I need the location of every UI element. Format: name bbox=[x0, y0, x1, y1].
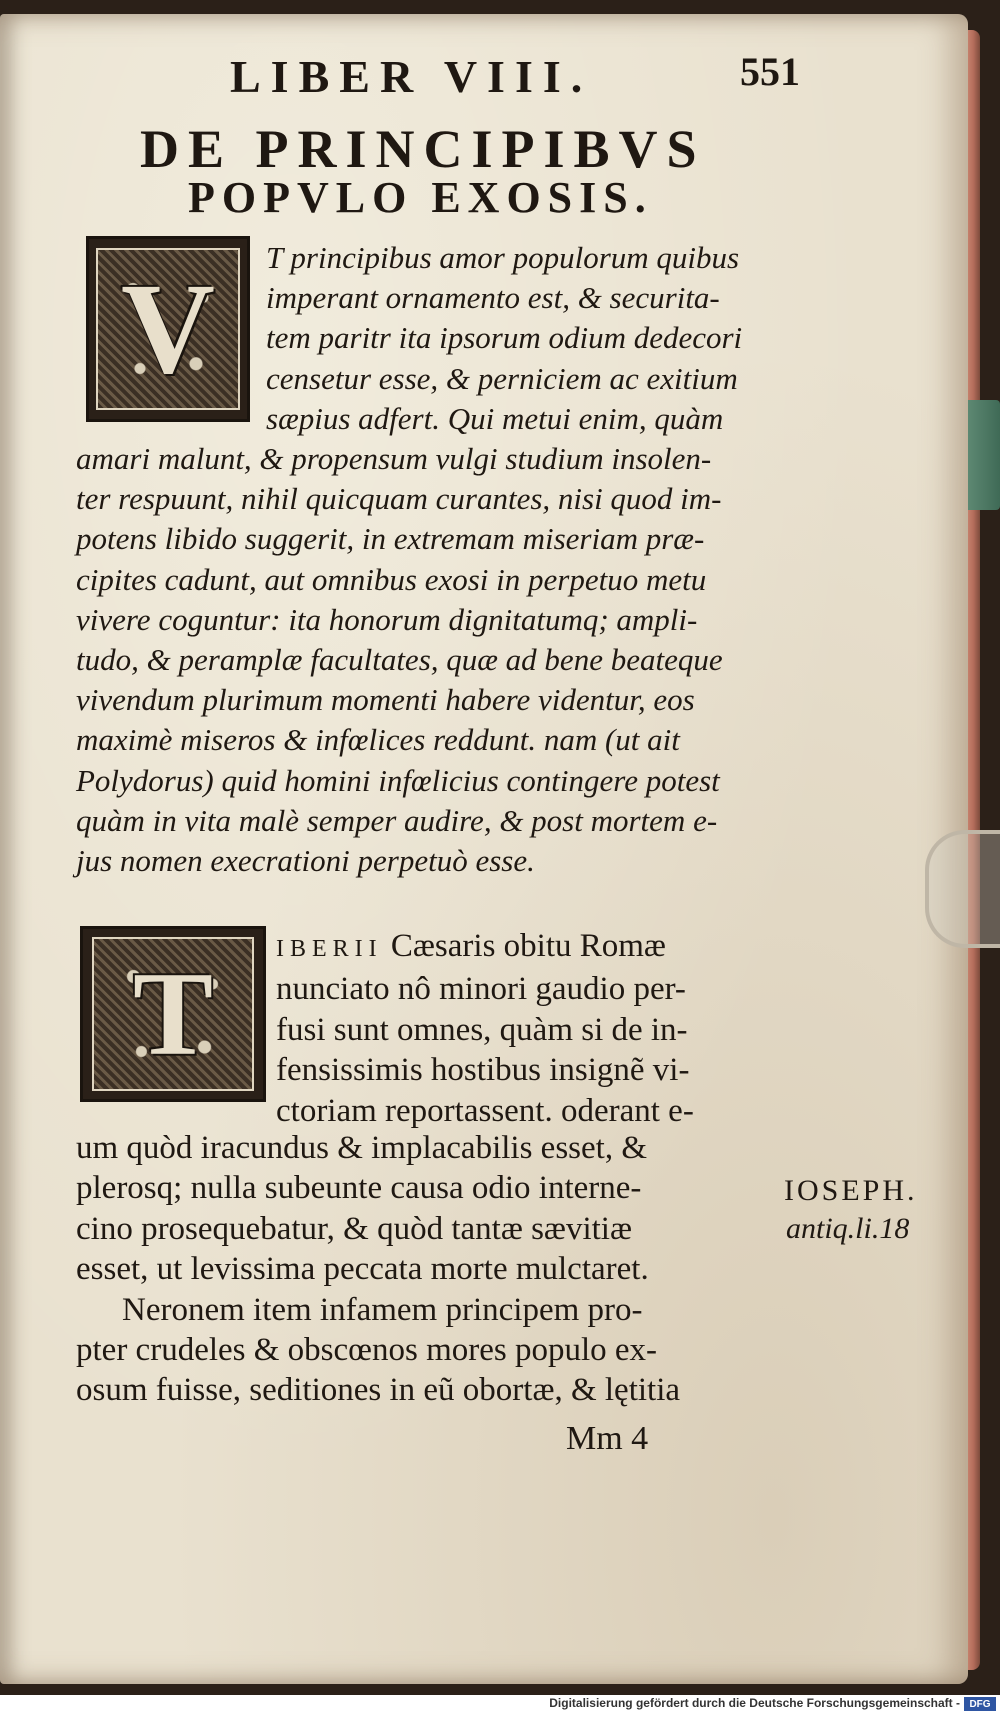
initial-letter: T bbox=[132, 947, 214, 1080]
text-line: esset, ut levissima peccata morte mulctaret. bbox=[76, 1251, 649, 1288]
text-line: ctoriam reportassent. oderant e- bbox=[276, 1092, 694, 1129]
text-line: fusi sunt omnes, quàm si de in- bbox=[276, 1011, 688, 1048]
text-line: jus nomen execrationi perpetuò esse. bbox=[76, 843, 535, 879]
first-word-caps: IBERII bbox=[276, 936, 383, 962]
text-line: quàm in vita malè semper audire, & post mortem e- bbox=[76, 802, 718, 838]
text-line: vivendum plurimum momenti habere videntur, eos bbox=[76, 682, 695, 718]
text-line: sæpius adfert. Qui metui enim, quàm bbox=[266, 400, 724, 436]
text-line: imperant ornamento est, & securita- bbox=[266, 280, 720, 316]
text-line: vivere coguntur: ita honorum dignitatumq; ampli- bbox=[76, 601, 698, 637]
page-clip bbox=[925, 830, 1000, 948]
text-line: tudo, & peramplæ facultates, quæ ad bene beateque bbox=[76, 642, 723, 678]
margin-note-josephus: IOSEPH. bbox=[784, 1174, 918, 1207]
text-line bbox=[276, 926, 694, 969]
text-line: osum fuisse, seditiones in eũ obortæ, & lętitia bbox=[76, 1372, 681, 1409]
text-line: maximè miseros & infœlices reddunt. nam (ut ait bbox=[76, 722, 680, 758]
text-line: ter respuunt, nihil quicquam curantes, nisi quod im- bbox=[76, 481, 722, 517]
text-line: nunciato nô minori gaudio per- bbox=[276, 971, 686, 1008]
folio-number: 551 bbox=[740, 49, 800, 94]
dfg-logo: DFG bbox=[964, 1697, 996, 1711]
running-head: LIBER VIII. bbox=[230, 51, 593, 102]
section1-text-narrow bbox=[266, 238, 742, 439]
text-line: potens libido suggerit, in extremam miseriam præ- bbox=[76, 521, 705, 557]
text-fragment: Cæsaris obitu Romæ bbox=[382, 928, 666, 964]
text-line: cipites cadunt, aut omnibus exosi in perpetuo metu bbox=[76, 561, 707, 597]
text-line: pter crudeles & obscœnos mores populo ex- bbox=[76, 1332, 658, 1369]
margin-note-josephus-ref: antiq.li.18 bbox=[786, 1212, 910, 1245]
signature-mark: Mm 4 bbox=[566, 1420, 649, 1457]
text-line: Neronem item infamem principem pro- bbox=[122, 1291, 643, 1328]
text-line: T principibus amor populorum quibus bbox=[266, 240, 740, 275]
text-line: cino prosequebatur, & quòd tantæ sævitiæ bbox=[76, 1210, 632, 1247]
chapter-title-line1: DE PRINCIPIBVS bbox=[140, 119, 706, 179]
initial-letter: V bbox=[121, 256, 215, 401]
chapter-title-line2: POPVLO EXOSIS. bbox=[188, 173, 653, 222]
text-line: tem paritr ita ipsorum odium dedecori bbox=[266, 320, 743, 356]
initial-ornament bbox=[92, 937, 254, 1091]
text-line: fensissimis hostibus insignẽ vi- bbox=[276, 1052, 690, 1089]
section2-text-full bbox=[76, 1128, 680, 1411]
bookmark-tab bbox=[966, 400, 1000, 510]
book-page bbox=[0, 14, 968, 1684]
section1-text-full bbox=[76, 439, 723, 881]
text-line: amari malunt, & propensum vulgi studium insolen- bbox=[76, 441, 712, 476]
initial-ornament bbox=[96, 248, 239, 410]
ornamental-initial-t bbox=[80, 926, 266, 1102]
section2-text-narrow bbox=[276, 926, 694, 1131]
digitization-credit: Digitalisierung gefördert durch die Deutsche Forschungsgemeinschaft - bbox=[549, 1696, 960, 1710]
ornamental-initial-v bbox=[86, 236, 250, 422]
text-line: censetur esse, & perniciem ac exitium bbox=[266, 360, 738, 396]
text-line: Polydorus) quid homini infœlicius contingere potest bbox=[76, 762, 720, 798]
text-line: plerosq; nulla subeunte causa odio interne- bbox=[76, 1170, 642, 1207]
text-line: um quòd iracundus & implacabilis esset, & bbox=[76, 1130, 647, 1166]
